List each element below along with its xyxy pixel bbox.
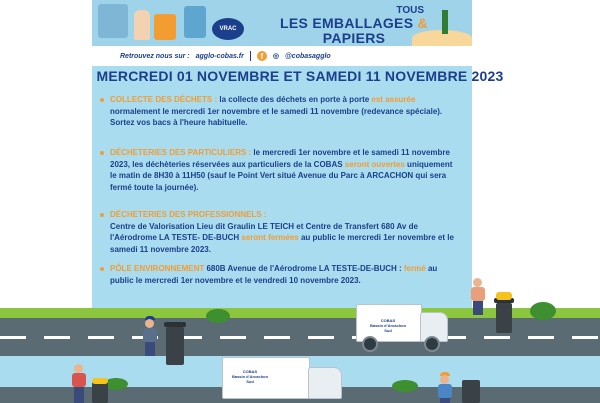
person-illustration (134, 10, 150, 40)
banner-main-line: LES EMBALLAGES & PAPIERS (280, 15, 428, 46)
list-item: COLLECTE DES DÉCHETS : la collecte des déchets en porte à porte est assurée normalement le mercredi 1er novembre et le samedi 11 novembre (redevance spéciale). Sortez vos bacs à l'heure habituelle. (100, 94, 460, 129)
truck-cab (308, 367, 342, 399)
item-title: DÉCHETERIES DES PROFESSIONNELS : (110, 210, 267, 219)
garbage-truck (222, 357, 352, 403)
bag-illustration (154, 14, 176, 40)
collector-figure (140, 316, 160, 356)
instagram-icon[interactable]: ◎ (272, 53, 279, 60)
bullet-icon (100, 151, 104, 155)
list-item: DÉCHETERIES DES PROFESSIONNELS : Centre de Valorisation Lieu dit Graulin LE TEICH et Centre de Transfert 680 Av de l'Aérodrome LA TESTE- DE-BUCH seront fermées au public le mercredi 1er novembre et le samedi 11 novembre 2023. (100, 209, 460, 255)
trash-bin-icon (166, 327, 184, 365)
item-status: est assurée (371, 95, 416, 104)
footer-prefix: Retrouvez nous sur : (120, 52, 190, 60)
bin-illustration (184, 6, 206, 38)
wheel-icon (362, 336, 378, 352)
road-marking (0, 336, 600, 339)
item-status: seront fermées (241, 233, 299, 242)
wheel-icon (424, 336, 440, 352)
bullet-icon (100, 213, 104, 217)
date-title: MERCREDI 01 NOVEMBRE ET SAMEDI 11 NOVEMBRE 2023 (96, 68, 504, 84)
banner (92, 0, 472, 66)
list-item: PÔLE ENVIRONNEMENT 680B Avenue de l'Aérodrome LA TESTE-DE-BUCH : fermé au public le mercredi 1er novembre et le vendredi 10 novembre 2023. (100, 263, 460, 286)
item-title: PÔLE ENVIRONNEMENT (110, 264, 205, 273)
resident-figure (468, 278, 488, 316)
truck-logo: COBAS Bassin d'Arcachon Sud (231, 369, 269, 384)
truck-logo: COBAS Bassin d'Arcachon Sud (369, 318, 407, 333)
bullet-icon (100, 98, 104, 102)
banner-top-line: TOUS (396, 5, 424, 16)
trash-bin-icon (496, 303, 512, 333)
item-status: fermé (403, 264, 426, 273)
social-handle[interactable]: @cobasagglo (284, 52, 331, 60)
bush-illustration (530, 302, 556, 320)
item-status: seront ouvertes (344, 159, 405, 169)
footer-divider (250, 51, 251, 61)
facebook-icon[interactable]: f (257, 51, 267, 61)
collector-figure (436, 372, 454, 403)
item-title: DÉCHETERIES DES PARTICULIERS : (110, 148, 252, 157)
bush-illustration (206, 309, 230, 323)
list-item: DÉCHETERIES DES PARTICULIERS : le mercredi 1er novembre et le samedi 11 novembre 2023, les déchèteries réservées aux particuliers de la COBAS seront ouvertes uniquement le matin de 8H30 à 11H50 (sauf le Point Vert situé Avenue du Parc à ARCACHON qui sera fermé toute la journée). (100, 147, 460, 193)
trash-bin-icon (462, 380, 480, 403)
banner-footer (92, 46, 472, 66)
yellow-bag-icon (92, 378, 108, 384)
bullet-icon (100, 267, 104, 271)
garbage-truck (356, 304, 452, 350)
website-link[interactable]: agglo-cobas.fr (195, 52, 244, 60)
bush-illustration (392, 380, 418, 392)
yellow-bag-icon (496, 292, 512, 300)
shelf-illustration (98, 4, 128, 38)
item-title: COLLECTE DES DÉCHETS : (110, 95, 218, 104)
trash-bin-icon (92, 382, 108, 403)
resident-figure (70, 364, 88, 403)
vrac-badge: VRAC (212, 18, 244, 40)
